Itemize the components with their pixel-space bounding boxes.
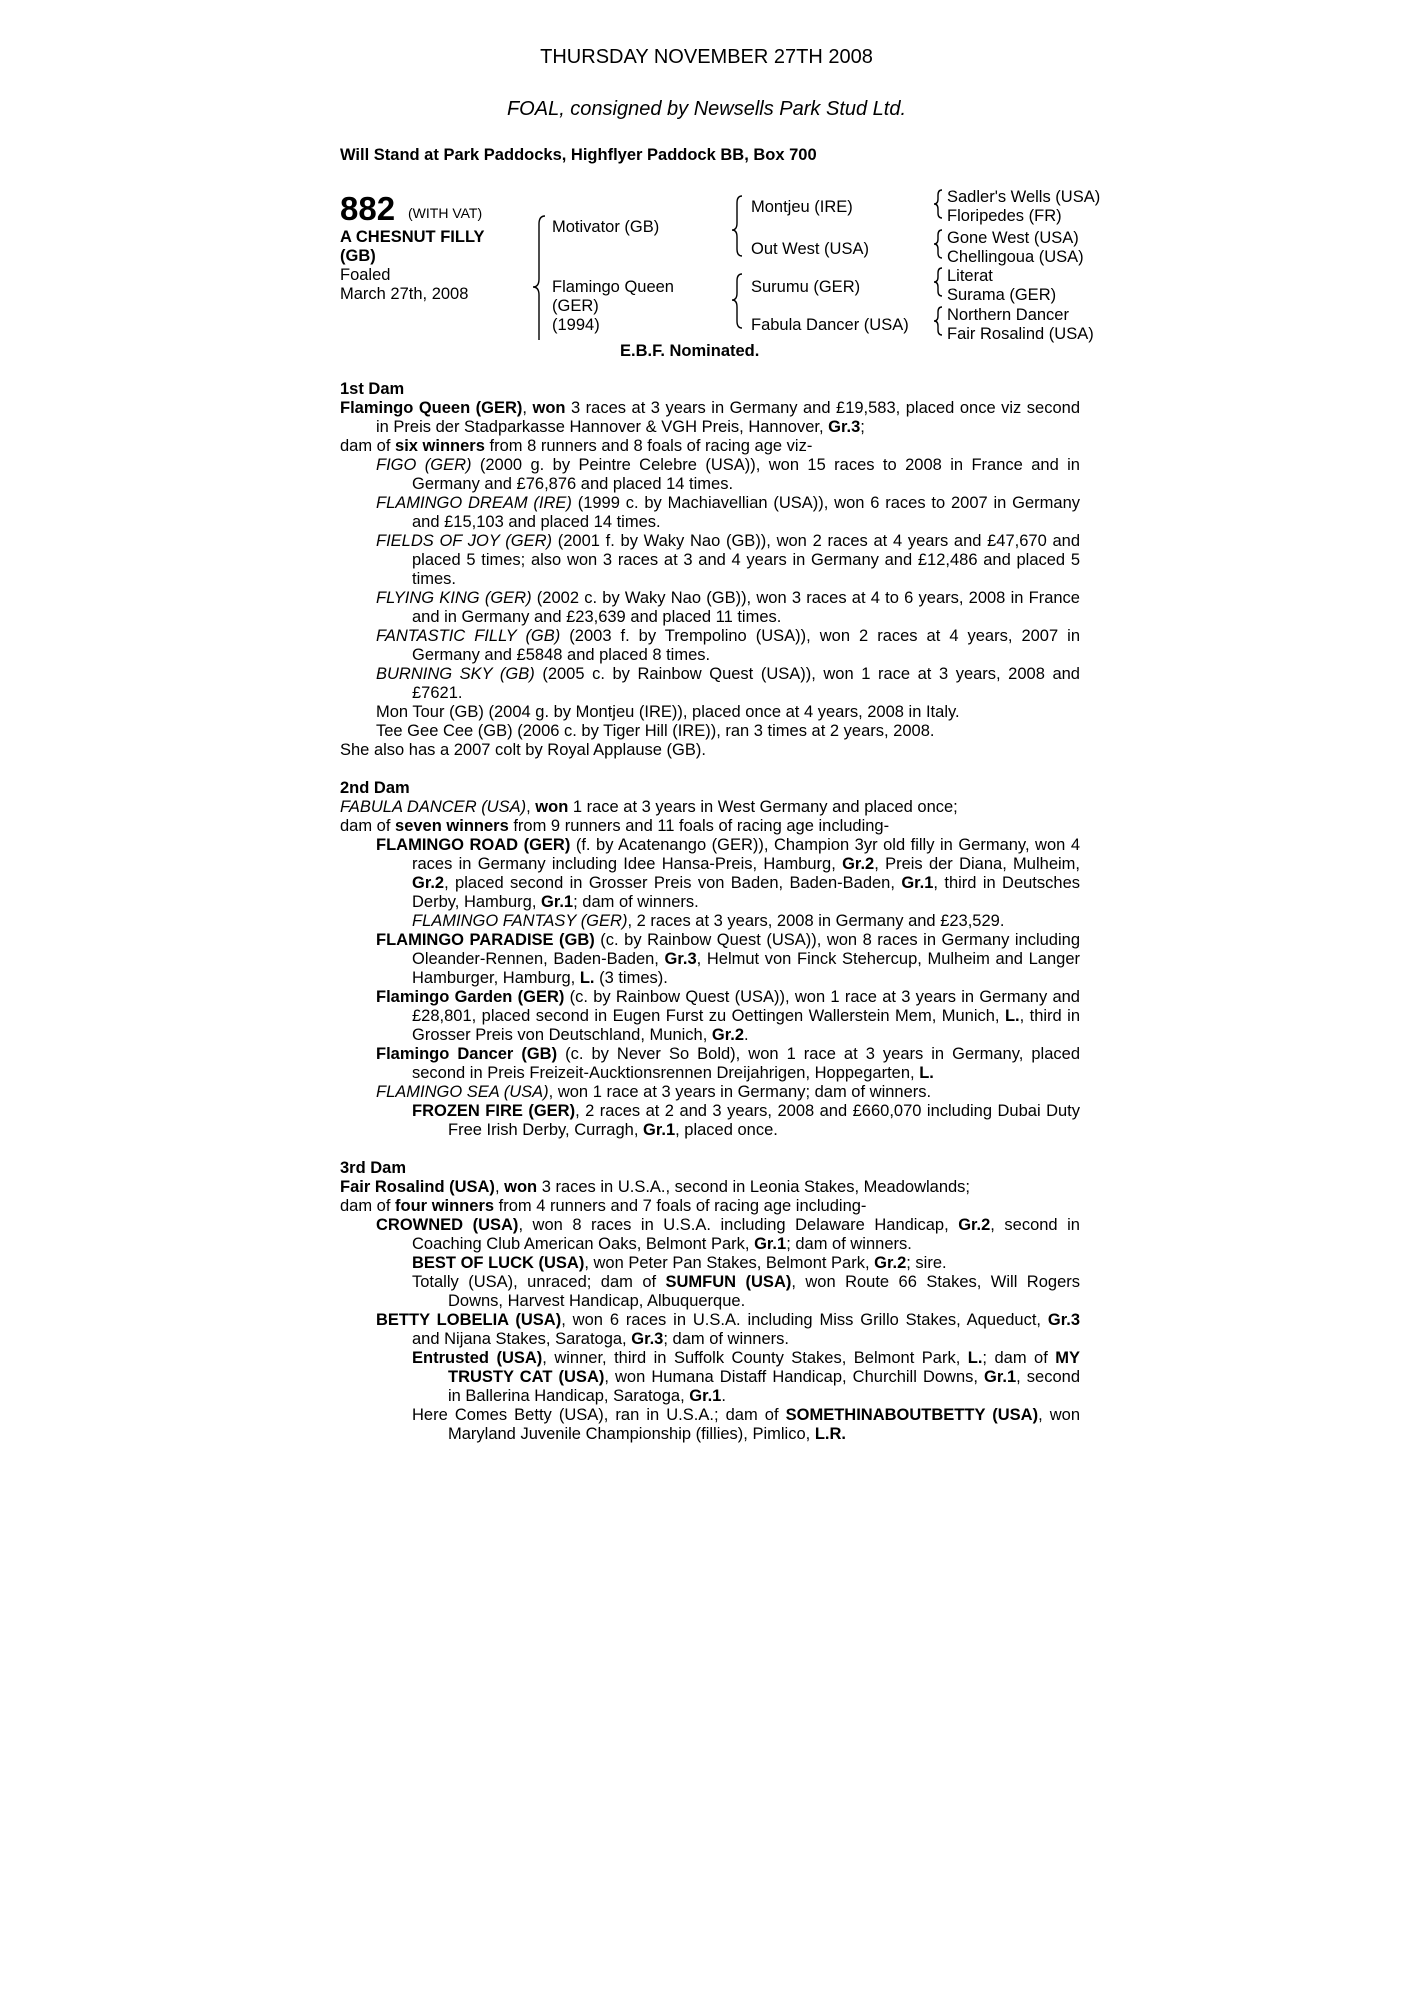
list-item: [340, 1311, 1080, 1349]
ped-sds: Gone West (USA): [947, 229, 1079, 247]
dam-intro: [340, 798, 1080, 817]
list-item: [340, 532, 1080, 589]
ped-dsd: Surama (GER): [947, 286, 1057, 304]
list-item: [340, 912, 1080, 931]
horse-name: SOMETHINABOUTBETTY (USA): [785, 1406, 1039, 1424]
ped-dss: Literat: [947, 267, 993, 285]
text: .: [744, 1026, 749, 1044]
text: , won 1 race at 3 years in Germany; dam of winners.: [548, 1083, 932, 1101]
lot-title-line2: (GB): [340, 247, 376, 265]
ped-ssd: Floripedes (FR): [947, 207, 1062, 225]
horse-name: Flamingo Queen (GER): [340, 399, 523, 417]
text: , third in Grosser Preis von Deutschland, Munich,: [412, 1007, 1080, 1044]
ped-dam-line3: (1994): [552, 316, 600, 334]
grade: Gr.3: [1047, 1311, 1080, 1329]
list-item: [340, 1254, 1080, 1273]
grade: Gr.1: [643, 1121, 676, 1139]
won-label: won: [504, 1178, 538, 1196]
horse-name: Flamingo Dancer (GB): [376, 1045, 558, 1063]
text: ,: [526, 798, 536, 816]
text: , won Route 66 Stakes, Will Rogers Downs, Harvest Handicap, Albuquerque.: [448, 1273, 1080, 1310]
text: Totally (USA), unraced; dam of: [412, 1273, 666, 1291]
horse-name: BEST OF LUCK (USA): [412, 1254, 585, 1272]
grade: Gr.3: [631, 1330, 664, 1348]
list-item: [340, 1273, 1080, 1311]
text: (3 times).: [594, 969, 668, 987]
grade: Gr.3: [664, 950, 697, 968]
text: ; dam of winners.: [573, 893, 699, 911]
text: (c. by Never So Bold), won 1 race at 3 years in Germany, placed second in Preis Freizeit-Aucktionsrennen Dreijahrigen, Hoppegarten,: [412, 1045, 1080, 1082]
ped-dam-sire: Surumu (GER): [751, 278, 861, 296]
grade: Gr.2: [874, 1254, 907, 1272]
section-heading: 1st Dam: [340, 380, 405, 398]
text: , third in Deutsches Derby, Hamburg,: [412, 874, 1080, 911]
grade: Gr.1: [754, 1235, 787, 1253]
text: 3 races at 3 years in Germany and £19,583, placed once viz second in Preis der Stadparkasse Hannover & VGH Preis, Hannover,: [376, 399, 1081, 436]
text: (c. by Rainbow Quest (USA)), won 1 race at 3 years in Germany and £28,801, placed second in Eugen Furst zu Oettingen Wallerstein Mem, Munich,: [412, 988, 1080, 1025]
text: , Preis der Diana, Mulheim,: [874, 855, 1080, 873]
list-item: [340, 456, 1080, 494]
horse-name: FIGO (GER): [376, 456, 472, 474]
ped-sss: Sadler's Wells (USA): [947, 188, 1101, 206]
lot-number: 882: [340, 190, 396, 227]
text: (f. by Acatenango (GER)), Champion 3yr old filly in Germany, won 4 races in Germany including Idee Hansa-Preis, Hamburg,: [412, 836, 1081, 873]
won-label: won: [532, 399, 566, 417]
grade: Gr.2: [842, 855, 875, 873]
horse-name: Fair Rosalind (USA): [340, 1178, 495, 1196]
ped-dds: Northern Dancer: [947, 306, 1069, 324]
text: , won Peter Pan Stakes, Belmont Park,: [584, 1254, 875, 1272]
text: dam of: [340, 817, 396, 835]
brace-icon: [934, 230, 942, 258]
text: ; dam of winners.: [663, 1330, 789, 1348]
horse-name: Entrusted (USA): [412, 1349, 543, 1367]
list-item: [340, 931, 1080, 988]
text: (2005 c. by Rainbow Quest (USA)), won 1 race at 3 years, 2008 and £7621.: [412, 665, 1080, 702]
stand-location: Will Stand at Park Paddocks, Highflyer Paddock BB, Box 700: [340, 146, 817, 164]
list-item: [340, 1216, 1080, 1254]
text: from 8 runners and 8 foals of racing age viz-: [484, 437, 813, 455]
ped-sdd: Chellingoua (USA): [947, 248, 1084, 266]
winners-count: six winners: [395, 437, 485, 455]
text: from 9 runners and 11 foals of racing age including-: [508, 817, 890, 835]
text: dam of: [340, 437, 396, 455]
winners-count: seven winners: [395, 817, 509, 835]
grade: Gr.2: [711, 1026, 744, 1044]
text: , second in Ballerina Handicap, Saratoga,: [448, 1368, 1080, 1405]
grade: L.: [579, 969, 595, 987]
brace-icon: [732, 274, 742, 328]
list-item: [340, 1102, 1080, 1140]
text: , 2 races at 2 and 3 years, 2008 and £660,070 including Dubai Duty Free Irish Derby, Curragh,: [448, 1102, 1080, 1139]
text: ;: [860, 418, 865, 436]
horse-name: FLAMINGO SEA (USA): [376, 1083, 549, 1101]
dam-of-line: [340, 437, 1080, 456]
text: , placed second in Grosser Preis von Baden, Baden-Baden,: [444, 874, 902, 892]
text: 3 races in U.S.A., second in Leonia Stakes, Meadowlands;: [537, 1178, 971, 1196]
dam-of-line: [340, 1197, 1080, 1216]
dam-intro: [340, 1178, 1080, 1197]
horse-name: FABULA DANCER (USA): [340, 798, 527, 816]
horse-name: FROZEN FIRE (GER): [412, 1102, 576, 1120]
list-item: [340, 1045, 1080, 1083]
text: , won 6 races in U.S.A. including Miss Grillo Stakes, Aqueduct,: [561, 1311, 1048, 1329]
text: dam of: [340, 1197, 396, 1215]
text: from 4 runners and 7 foals of racing age including-: [494, 1197, 867, 1215]
catalogue-body: [340, 380, 1080, 1444]
horse-name: FIELDS OF JOY (GER): [376, 532, 553, 550]
text: , won 8 races in U.S.A. including Delaware Handicap,: [518, 1216, 959, 1234]
also-has-line: She also has a 2007 colt by Royal Applause (GB).: [340, 741, 706, 759]
text: 1 race at 3 years in West Germany and placed once;: [568, 798, 958, 816]
grade: L.R.: [814, 1425, 846, 1443]
brace-icon: [533, 216, 545, 340]
text: ,: [494, 1178, 505, 1196]
horse-name: SUMFUN (USA): [665, 1273, 792, 1291]
ped-dam-line2: (GER): [552, 297, 599, 315]
horse-name: MY TRUSTY CAT (USA): [448, 1349, 1080, 1386]
text: ; dam of: [982, 1349, 1056, 1367]
text: ; sire.: [906, 1254, 947, 1272]
brace-icon: [934, 190, 942, 218]
text: (2000 g. by Peintre Celebre (USA)), won 15 races to 2008 in France and in Germany and £76,876 and placed 14 times.: [412, 456, 1080, 493]
text: and Nijana Stakes, Saratoga,: [412, 1330, 632, 1348]
horse-name: FLAMINGO PARADISE (GB): [376, 931, 595, 949]
horse-name: FLAMINGO DREAM (IRE): [376, 494, 572, 512]
grade: L.: [1004, 1007, 1020, 1025]
list-item: [340, 1406, 1080, 1444]
grade: Gr.2: [412, 874, 445, 892]
text: ,: [522, 399, 533, 417]
lot-title-line1: A CHESNUT FILLY: [340, 228, 485, 246]
grade: Gr.1: [689, 1387, 722, 1405]
section-heading: 2nd Dam: [340, 779, 410, 797]
text: (c. by Rainbow Quest (USA)), won 8 races in Germany including Oleander-Rennen, Baden-Baden,: [412, 931, 1080, 968]
list-item: [340, 1349, 1080, 1406]
consignor-line: FOAL, consigned by Newsells Park Stud Ltd.: [506, 98, 907, 120]
grade: Gr.3: [828, 418, 861, 436]
ebf-nominated: E.B.F. Nominated.: [620, 342, 760, 360]
list-item: [340, 494, 1080, 532]
list-item: [340, 988, 1080, 1045]
text: (2003 f. by Trempolino (USA)), won 2 races at 4 years, 2007 in Germany and £5848 and placed 8 times.: [412, 627, 1080, 664]
winners-count: four winners: [395, 1197, 495, 1215]
ped-sire-sire: Montjeu (IRE): [751, 198, 853, 216]
text: (2002 c. by Waky Nao (GB)), won 3 races at 4 to 6 years, 2008 in France and in Germany and £23,639 and placed 11 times.: [412, 589, 1080, 626]
lot-vat: (WITH VAT): [408, 205, 483, 221]
text: ; dam of winners.: [786, 1235, 912, 1253]
foaled-label: Foaled: [340, 266, 391, 284]
text: , won Maryland Juvenile Championship (fillies), Pimlico,: [448, 1406, 1080, 1443]
text: , Helmut von Finck Stehercup, Mulheim and Langer Hamburger, Hamburg,: [412, 950, 1080, 987]
text: , 2 races at 3 years, 2008 in Germany and £23,529.: [627, 912, 1005, 930]
text: , winner, third in Suffolk County Stakes, Belmont Park,: [542, 1349, 968, 1367]
foaled-date: March 27th, 2008: [340, 285, 469, 303]
grade: Gr.1: [984, 1368, 1017, 1386]
text: , placed once.: [675, 1121, 778, 1139]
pedigree-braces: [0, 0, 1413, 340]
ped-dam-line1: Flamingo Queen: [552, 278, 674, 296]
text: Here Comes Betty (USA), ran in U.S.A.; dam of: [412, 1406, 786, 1424]
grade: L.: [967, 1349, 983, 1367]
brace-icon: [732, 196, 742, 256]
grade: L.: [919, 1064, 934, 1082]
grade: Gr.1: [541, 893, 574, 911]
horse-name: CROWNED (USA): [376, 1216, 519, 1234]
list-item: [340, 665, 1080, 703]
horse-name: FLAMINGO FANTASY (GER): [412, 912, 628, 930]
text: (1999 c. by Machiavellian (USA)), won 6 races to 2007 in Germany and £15,103 and placed 14 times.: [412, 494, 1080, 531]
horse-name: Flamingo Garden (GER): [376, 988, 565, 1006]
ped-sire-dam: Out West (USA): [751, 240, 869, 258]
brace-icon: [934, 307, 942, 335]
brace-icon: [934, 268, 942, 296]
ped-dam: [552, 278, 674, 335]
sale-date: THURSDAY NOVEMBER 27TH 2008: [540, 46, 873, 68]
list-item: Tee Gee Cee (GB) (2006 c. by Tiger Hill (IRE)), ran 3 times at 2 years, 2008.: [376, 722, 935, 740]
section-heading: 3rd Dam: [340, 1159, 407, 1177]
text: .: [721, 1387, 726, 1405]
grade: Gr.1: [901, 874, 934, 892]
won-label: won: [535, 798, 569, 816]
list-item: [340, 1083, 1080, 1102]
list-item: [340, 589, 1080, 627]
dam-of-line: [340, 817, 1080, 836]
list-item: [340, 836, 1080, 912]
horse-name: BETTY LOBELIA (USA): [376, 1311, 562, 1329]
text: (2001 f. by Waky Nao (GB)), won 2 races at 4 years and £47,670 and placed 5 times; also won 3 races at 3 and 4 years in Germany and £12,486 and placed 5 times.: [412, 532, 1081, 588]
horse-name: FLYING KING (GER): [376, 589, 532, 607]
horse-name: BURNING SKY (GB): [376, 665, 535, 683]
dam-intro: [340, 399, 1080, 437]
grade: Gr.2: [958, 1216, 991, 1234]
ped-dam-dam: Fabula Dancer (USA): [751, 316, 909, 334]
ped-ddd: Fair Rosalind (USA): [947, 325, 1094, 343]
list-item: [340, 627, 1080, 665]
list-item: Mon Tour (GB) (2004 g. by Montjeu (IRE)), placed once at 4 years, 2008 in Italy.: [376, 703, 960, 721]
text: , second in Coaching Club American Oaks, Belmont Park,: [412, 1216, 1080, 1253]
ped-sire: Motivator (GB): [552, 218, 660, 236]
horse-name: FLAMINGO ROAD (GER): [376, 836, 571, 854]
horse-name: FANTASTIC FILLY (GB): [376, 627, 561, 645]
text: , won Humana Distaff Handicap, Churchill Downs,: [604, 1368, 985, 1386]
